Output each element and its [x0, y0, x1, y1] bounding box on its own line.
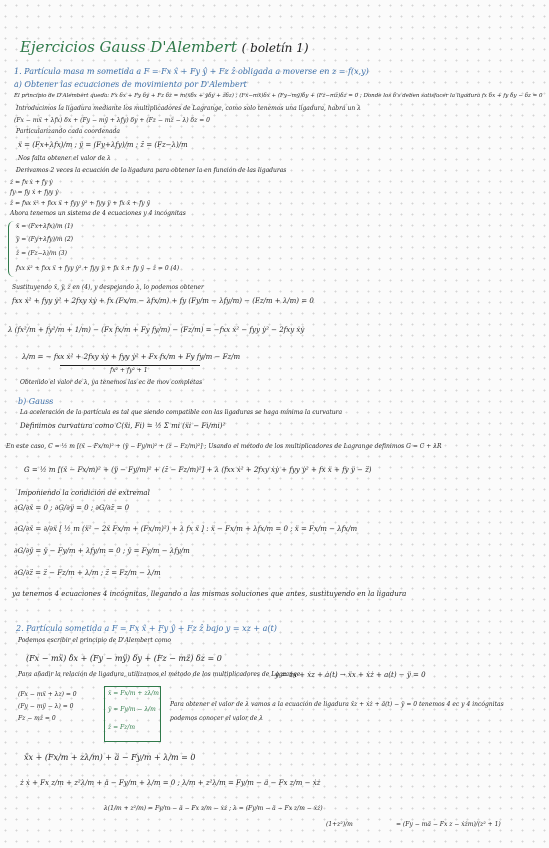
p1-line-17: La aceleración de la partícula es tal que siendo compatible con las ligaduras se haga mínima la curvatura: [20, 409, 343, 416]
p2-system-left-2: (Fy − mÿ − λ) = 0: [18, 703, 74, 710]
p2-line-3b: ẏ = żx + ẋz + ȧ(t) → ẍx + ẋż + a(t) − ÿ = 0: [275, 671, 426, 679]
fraction-bar: [60, 365, 200, 366]
p1-line-6: Nos falta obtener el valor de λ: [18, 155, 111, 162]
page-title-main: Ejercicios Gauss D'Alembert: [20, 38, 237, 56]
p1-line-25: ∂G/∂z̈ = z̈ − Fz/m + λ/m ; z̈ = Fz/m − λ/m: [14, 569, 161, 577]
p1-line-8: ż = fx ẋ + fy ẏ: [10, 179, 53, 186]
p2-line-8b: = (Fy − mä − Fx z − ẋżm)/(z² + 1): [396, 821, 501, 828]
p1-line-22: ∂G/∂ẍ = 0 ; ∂G/∂ÿ = 0 ; ∂G/∂z̈ = 0: [14, 504, 130, 512]
p1-line-18: Definimos curvatura como C(ẍi, Fi) = ½ Σ mi (ẍi − Fi/mi)²: [20, 422, 226, 430]
p2-line-8: λ(1/m + z²/m) = Fy/m − ä − Fx z/m − ẋż ; λ = (Fy/m − ä − Fx z/m − ẋż): [104, 805, 323, 812]
system-eq-1: ẍ = (Fx+λfx)/m (1): [16, 223, 74, 230]
p2-system-left-3: Fz − mz̈ = 0: [18, 715, 56, 722]
p1-line-11: Ahora tenemos un sistema de 4 ecuaciones y 4 incógnitas: [10, 210, 186, 217]
p1-line-2: Introducimos la ligadura mediante los multiplicadores de Lagrange, como solo tenemos una ligadura, habrá un λ: [16, 105, 361, 112]
p1-line-24: ∂G/∂ÿ = ÿ − Fy/m + λfy/m = 0 ; ÿ = Fy/m − λfy/m: [14, 547, 190, 555]
p1-line-9: fy = fy ẋ + fyy ẏ: [10, 189, 59, 196]
p2-system-right-2: ÿ = Fy/m − λ/m: [108, 706, 156, 713]
p2-line-2: (Fx − mẍ) δx + (Fy − mÿ) δy + (Fz − mz̈) δz = 0: [26, 654, 222, 663]
p2-system-right-3: z̈ = Fz/m: [108, 724, 136, 731]
p1-line-26: ya tenemos 4 ecuaciones 4 incógnitas, llegando a las mismas soluciones que antes, sustituyendo en la ligadura: [12, 590, 407, 598]
p1-line-19: En este caso, C = ½ m [(ẍ − Fx/m)² + (ÿ − Fy/m)² + (z̈ − Fz/m)²] ; Usando el método de los multiplicadores de Lagrange definimos G = C + λR: [6, 443, 442, 450]
system-eq-4: fxx ẋ² + fxx ẍ + fyy ẏ² + fyy ÿ + fx ẍ + fy ÿ − z̈ = 0 (4): [16, 265, 180, 272]
problem-1-part-a: a) Obtener las ecuaciones de movimiento por D'Alembert: [14, 80, 247, 89]
problem-1-part-b: b) Gauss: [18, 397, 54, 406]
p1-line-23: ∂G/∂ẍ = ∂/∂ẍ [ ½ m (ẍ² − 2ẍ Fx/m + (Fx/m)²) + λ fx ẍ ] : ẍ − Fx/m + λfx/m = 0 ; ẍ = Fx/m − λfx/m: [14, 525, 358, 533]
p1-line-7: Derivamos 2 veces la ecuación de la ligadura para obtener la en función de las ligaduras: [16, 167, 287, 174]
p1-line-16: Obtenido el valor de λ, ya tenemos las ec de mov completas: [20, 379, 203, 386]
p1-line-15: λ/m = − fxx ẋ² + 2fxy ẋẏ + fyy ẏ² + Fx fx/m + Fy fy/m − Fz/m: [22, 353, 241, 361]
problem-2-header: 2. Partícula sometida a F = Fx x̂ + Fy ŷ + Fz ẑ bajo y = xz + a(t): [16, 624, 277, 633]
p1-line-13: fxx ẋ² + fyy ẏ² + 2fxy ẋẏ + fx (Fx/m − λfx/m) + fy (Fy/m − λfy/m) − (Fz/m + λ/m) = 0: [12, 297, 314, 305]
page-title-sub: ( boletín 1): [241, 41, 309, 55]
p1-line-12: Sustituyendo ẍ, ÿ, z̈ en (4), y despejando λ, lo podemos obtener: [12, 284, 204, 291]
p1-line-15-denominator: fx² + fy² + 1: [110, 367, 148, 374]
problem-1-header: 1. Partícula masa m sometida a F = Fx x̂ + Fy ŷ + Fz ẑ obligada a moverse en z = f(x,y): [14, 67, 369, 76]
p2-line-7: ż ẋ + Fx z/m + z²λ/m + ä − Fy/m + λ/m = 0 ; λ/m + z²λ/m = Fy/m − ä − Fx z/m − ẋż: [20, 779, 321, 787]
p1-line-14: λ (fx²/m + fy²/m + 1/m) − (Fx fx/m + Fy fy/m) − (Fz/m) = −fxx ẋ² − fyy ẏ² − 2fxy ẋẏ: [8, 326, 305, 334]
p2-line-5: podemos conocer el valor de λ: [170, 715, 264, 722]
system-bracket: [8, 221, 15, 277]
system-eq-3: z̈ = (Fz−λ)/m (3): [16, 250, 67, 257]
p1-line-5: ẍ = (Fx+λfx)/m ; ÿ = (Fy+λfy)/m ; z̈ = (Fz−λ)/m: [18, 141, 188, 149]
p1-line-1: El principio de D'Alembert queda: Fx δx + Fy δy + Fz δz = m(ẍδx + ÿδy + z̈δz) ; (Fx−mẍ)δx + (Fy−mÿ)δy + (Fz−mz̈)δz = 0 ; Donde los δ's deben satisfacer la ligadura fx δx + fy δy − δz = 0: [14, 93, 543, 99]
p1-line-3: (Fx − mẍ + λfx) δx + (Fy − mÿ + λfy) δy + (Fz − mz̈ − λ) δz = 0: [14, 117, 210, 124]
p2-system-right-1: ẍ = Fx/m + zλ/m: [108, 690, 159, 697]
p2-line-1: Podemos escribir el principio de D'Alembert como: [18, 637, 171, 644]
p2-line-9: (1+z²)/m: [326, 821, 353, 828]
p1-line-4: Particularizando cada coordenada: [16, 128, 120, 135]
p2-line-4: Para obtener el valor de λ vamos a la ecuación de ligadura ẍz + ẋż + ä(t) − ÿ = 0 tenemos 4 ec y 4 incógnitas: [170, 701, 504, 708]
p1-line-21: Imponiendo la condición de extremal: [18, 489, 150, 497]
p2-line-3: Para añadir la relación de ligadura, utilizamos el método de los multiplicadores de Lagrange: [18, 671, 301, 678]
system-eq-2: ÿ = (Fy+λfy)/m (2): [16, 236, 74, 243]
p2-line-6: ẍx + (Fx/m + zλ/m) + ä − Fy/m + λ/m = 0: [24, 753, 196, 762]
p1-line-20: G = ½ m [(ẍ − Fx/m)² + (ÿ − Fy/m)² + (z̈ − Fz/m)²] + λ (fxx ẋ² + 2fxy ẋẏ + fyy ẏ² + fx ẍ + fy ÿ − z̈): [24, 466, 372, 474]
page-title: [20, 40, 309, 55]
p1-line-10: z̈ = fxx ẋ² + fxx ẍ + fyy ẏ² + fyy ÿ + fx ẍ + fy ÿ: [10, 200, 150, 207]
p2-system-left-1: (Fx − mẍ + λz) = 0: [18, 691, 77, 698]
